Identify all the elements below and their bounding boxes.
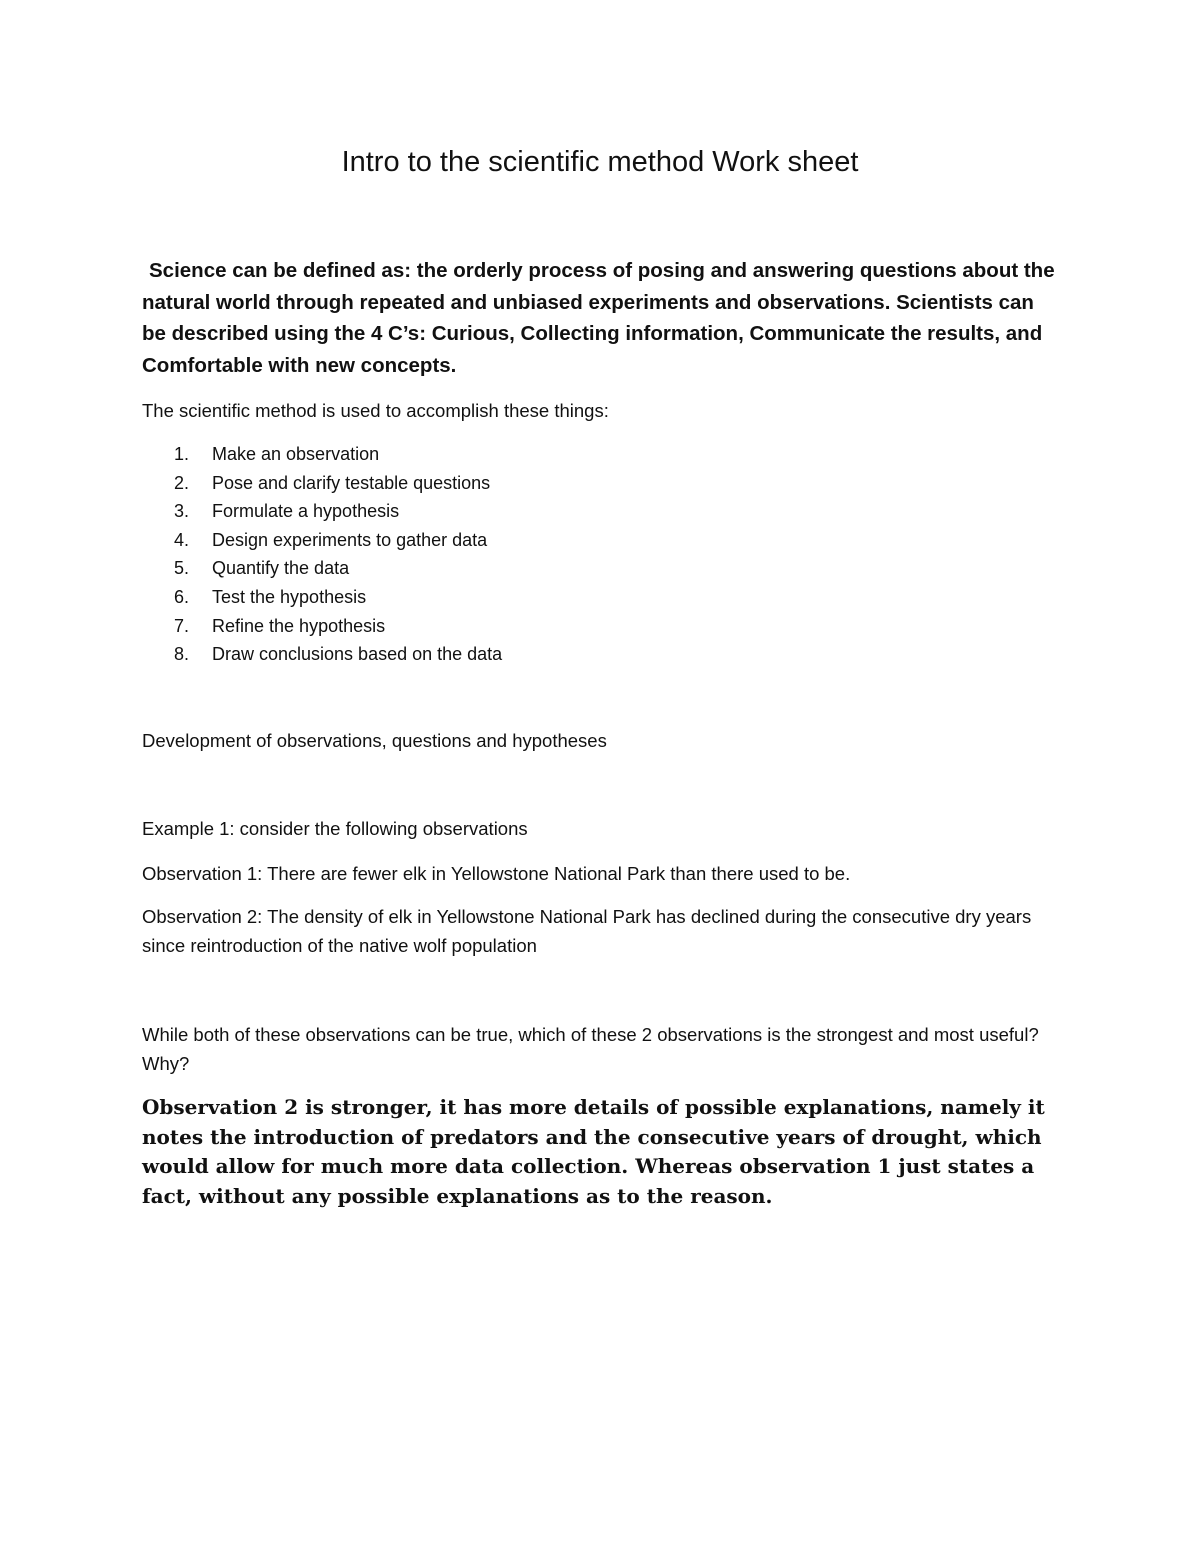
observation-2-label: Observation 2: <box>142 906 263 927</box>
list-item <box>142 469 1062 498</box>
step-number: 5. <box>174 558 190 579</box>
page-title: Intro to the scientific method Work sheet <box>341 146 859 178</box>
list-item <box>142 583 1062 612</box>
list-item <box>142 497 1062 526</box>
step-text: Test the hypothesis <box>212 586 367 607</box>
step-number: 6. <box>174 586 190 607</box>
step-text: Quantify the data <box>212 558 350 579</box>
step-number: 3. <box>174 501 190 522</box>
step-text: Design experiments to gather data <box>212 529 488 550</box>
method-intro: The scientific method is used to accomplish these things: <box>142 400 609 421</box>
observation-2-text: The density of elk in Yellowstone National Park has declined during the consecutive dry years since reintroduction of the native wolf population <box>142 906 1032 956</box>
example-heading: Example 1: consider the following observations <box>142 818 528 839</box>
step-text: Formulate a hypothesis <box>212 501 400 522</box>
observation-1 <box>142 859 1062 888</box>
definition-text: can be defined as: the orderly process of posing and answering questions about the natural world through repeated and unbiased experiments and observations. Scientists can be described using the 4 C’s: Curious, Collecting information, Communicate the results, and Comfortable with new concepts. <box>142 259 1055 377</box>
step-number: 7. <box>174 615 190 636</box>
step-number: 8. <box>174 644 190 665</box>
step-number: 2. <box>174 472 190 493</box>
step-text: Make an observation <box>212 444 380 464</box>
section-heading: Development of observations, questions and hypotheses <box>142 730 607 751</box>
list-item <box>142 554 1062 583</box>
step-number: 4. <box>174 529 190 550</box>
list-item <box>142 640 1062 669</box>
observation-1-label: Observation 1: <box>142 863 263 884</box>
observation-2 <box>142 902 1062 960</box>
list-item <box>142 526 1062 555</box>
science-definition <box>142 255 1062 381</box>
step-text: Pose and clarify testable questions <box>212 472 491 493</box>
step-text: Refine the hypothesis <box>212 615 386 636</box>
step-number: 1. <box>174 444 190 464</box>
question-text: While both of these observations can be true, which of these 2 observations is the strongest and most useful? Why? <box>142 1024 1039 1074</box>
answer-text: Observation 2 is stronger, it has more details of possible explanations, namely it notes the introduction of predators and the consecutive years of drought, which would allow for much more data collection. Whereas observation 1 just states a fact, without any possible explanations as to the reason. <box>142 1095 1045 1208</box>
observation-1-text: There are fewer elk in Yellowstone National Park than there used to be. <box>262 863 851 884</box>
list-item <box>142 612 1062 641</box>
steps-list <box>142 440 1062 669</box>
list-item <box>142 440 1062 469</box>
definition-term: Science <box>149 259 227 282</box>
step-text: Draw conclusions based on the data <box>212 644 503 665</box>
